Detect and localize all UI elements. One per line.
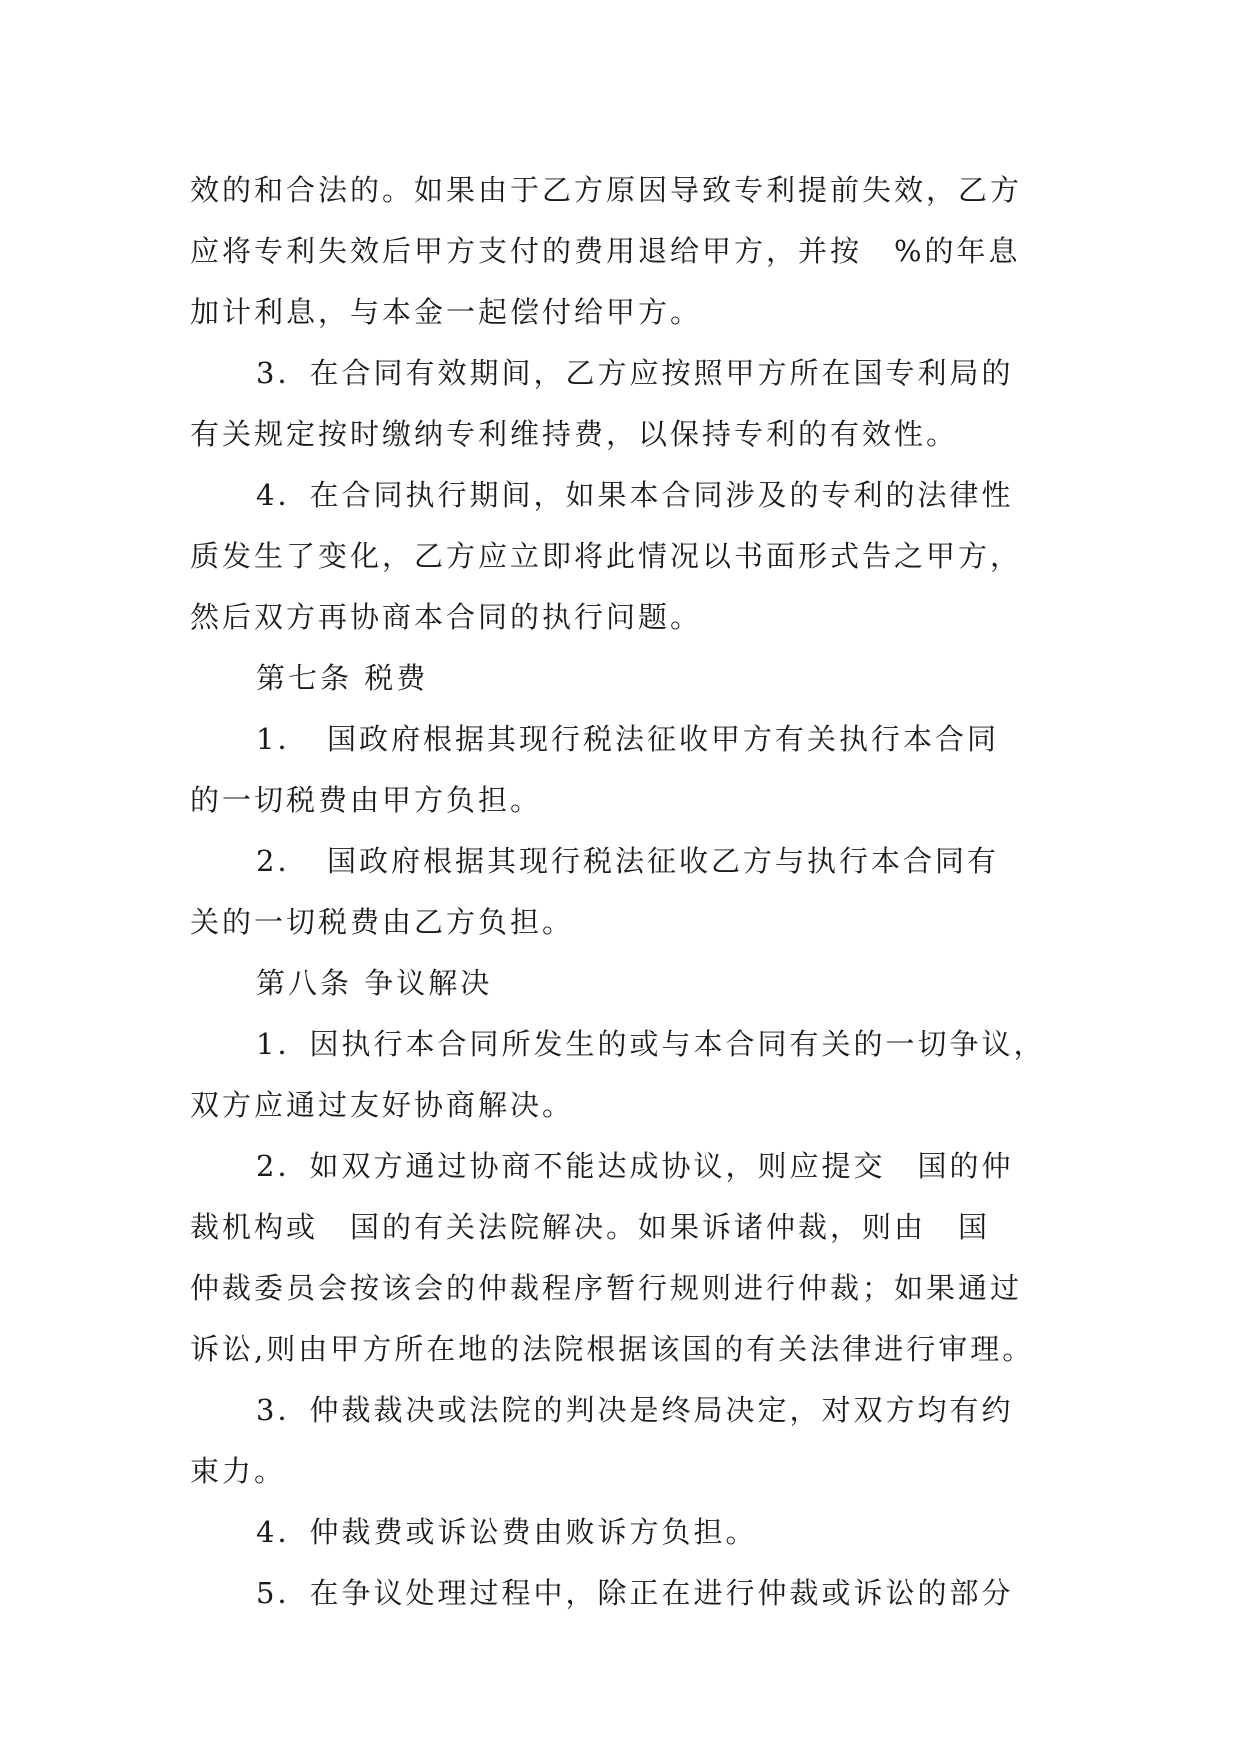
text-line: 关的一切税费由乙方负担。 <box>190 905 575 939</box>
text-line: 效的和合法的。如果由于乙方原因导致专利提前失效，乙方 <box>190 173 1023 207</box>
text-line: 3．仲裁裁决或法院的判决是终局决定，对双方均有约 <box>256 1393 1014 1427</box>
text-line: 束力。 <box>190 1454 287 1488</box>
text-line: 2． 国政府根据其现行税法征收乙方与执行本合同有 <box>256 844 999 878</box>
text-line: 双方应通过友好协商解决。 <box>190 1088 575 1122</box>
text-line: 4．仲裁费或诉讼费由败诉方负担。 <box>256 1515 758 1549</box>
text-line: 4．在合同执行期间，如果本合同涉及的专利的法律性 <box>256 478 1014 512</box>
text-line: 诉讼,则由甲方所在地的法院根据该国的有关法律进行审理。 <box>190 1332 1035 1366</box>
text-line: 仲裁委员会按该会的仲裁程序暂行规则进行仲裁；如果通过 <box>190 1271 1023 1305</box>
text-line: 的一切税费由甲方负担。 <box>190 783 543 817</box>
text-line: 裁机构或 国的有关法院解决。如果诉诸仲裁，则由 国 <box>190 1210 991 1244</box>
text-line: 1．因执行本合同所发生的或与本合同有关的一切争议， <box>256 1027 1046 1061</box>
text-line: 加计利息，与本金一起偿付给甲方。 <box>190 295 703 329</box>
text-line: 第七条 税费 <box>256 661 429 695</box>
document-body <box>190 160 1060 1624</box>
text-line: 3．在合同有效期间，乙方应按照甲方所在国专利局的 <box>256 356 1014 390</box>
text-line: 应将专利失效后甲方支付的费用退给甲方，并按 %的年息 <box>190 234 1021 268</box>
text-line: 2．如双方通过协商不能达成协议，则应提交 国的仲 <box>256 1149 1014 1183</box>
text-line: 有关规定按时缴纳专利维持费，以保持专利的有效性。 <box>190 417 959 451</box>
text-line: 5．在争议处理过程中，除正在进行仲裁或诉讼的部分 <box>256 1576 1014 1610</box>
text-line: 1． 国政府根据其现行税法征收甲方有关执行本合同 <box>256 722 999 756</box>
text-line: 然后双方再协商本合同的执行问题。 <box>190 600 703 634</box>
text-line: 第八条 争议解决 <box>256 966 493 1000</box>
text-line: 质发生了变化，乙方应立即将此情况以书面形式告之甲方， <box>190 539 1023 573</box>
